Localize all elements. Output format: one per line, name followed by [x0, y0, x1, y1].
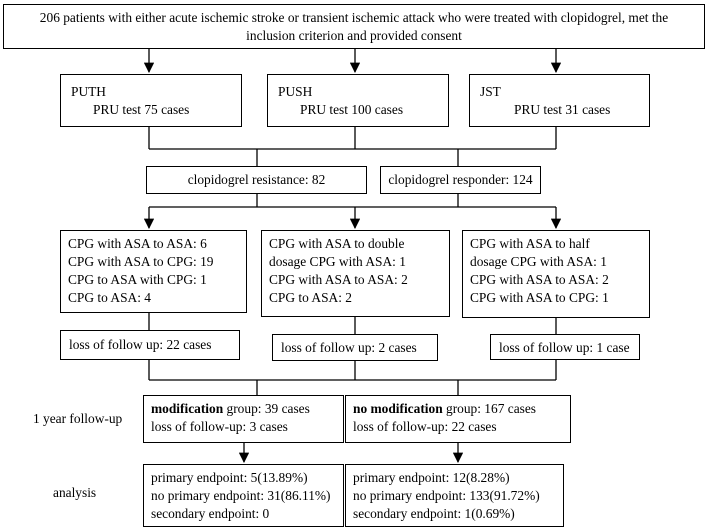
modification-analysis-box — [143, 464, 344, 527]
treatment-box-3 — [462, 230, 650, 318]
loss-box-1 — [60, 330, 240, 360]
modification-group-box — [143, 395, 344, 443]
treatment-box-1 — [60, 230, 247, 313]
enrollment-line-1: 206 patients with either acute ischemic stroke or transient ischemic attack who were treated with clopidogrel, met the — [39, 10, 669, 25]
analysis-row-label: analysis — [53, 485, 97, 500]
treatment-line: CPG with ASA to ASA: 6 — [68, 236, 207, 251]
treatment-line: CPG with ASA to half — [470, 236, 590, 251]
loss-box-2 — [272, 334, 438, 361]
site-name: PUSH — [278, 84, 313, 99]
no-modification-group-title — [353, 400, 563, 418]
analysis-line: primary endpoint: 5(13.89%) — [151, 470, 308, 485]
analysis-line: secondary endpoint: 0 — [151, 506, 270, 521]
treatment-line: CPG with ASA to ASA: 2 — [269, 272, 408, 287]
site-test: PRU test 100 cases — [300, 102, 404, 117]
no-modification-bold: no modification — [353, 401, 443, 416]
enrollment-line-2: inclusion criterion and provided consent — [246, 28, 462, 43]
analysis-line: no primary endpoint: 31(86.11%) — [151, 488, 331, 503]
analysis-line: secondary endpoint: 1(0.69%) — [353, 506, 515, 521]
analysis-line: no primary endpoint: 133(91.72%) — [353, 488, 540, 503]
site-name: PUTH — [71, 84, 106, 99]
site-box-push — [267, 74, 449, 127]
site-test: PRU test 75 cases — [93, 102, 190, 117]
loss-label: loss of follow up: 1 case — [499, 340, 630, 355]
loss-label: loss of follow up: 2 cases — [281, 340, 417, 355]
modification-bold: modification — [151, 401, 224, 416]
resistance-box — [146, 166, 367, 194]
no-modification-count: group: 167 cases — [442, 401, 536, 416]
site-test: PRU test 31 cases — [514, 102, 611, 117]
site-box-jst — [469, 74, 650, 127]
no-modification-analysis-box — [345, 464, 564, 527]
treatment-box-2 — [261, 230, 450, 317]
responder-box — [380, 166, 541, 194]
modification-group-title — [151, 400, 336, 418]
treatment-line: dosage CPG with ASA: 1 — [470, 254, 607, 269]
no-modification-loss: loss of follow-up: 22 cases — [353, 419, 497, 434]
treatment-line: CPG with ASA to CPG: 1 — [470, 290, 609, 305]
responder-label: clopidogrel responder: 124 — [388, 172, 533, 187]
treatment-line: CPG with ASA to ASA: 2 — [470, 272, 609, 287]
site-box-puth — [60, 74, 242, 127]
enrollment-box — [3, 4, 705, 49]
treatment-line: CPG to ASA: 4 — [68, 290, 151, 305]
loss-label: loss of follow up: 22 cases — [69, 337, 212, 352]
treatment-line: CPG to ASA: 2 — [269, 290, 352, 305]
analysis-line: primary endpoint: 12(8.28%) — [353, 470, 510, 485]
modification-loss: loss of follow-up: 3 cases — [151, 419, 288, 434]
treatment-line: CPG with ASA to CPG: 19 — [68, 254, 214, 269]
followup-row-label: 1 year follow-up — [33, 411, 123, 426]
resistance-label: clopidogrel resistance: 82 — [187, 172, 326, 187]
treatment-line: CPG to ASA with CPG: 1 — [68, 272, 207, 287]
site-name: JST — [480, 84, 501, 99]
loss-box-3 — [490, 334, 640, 360]
no-modification-group-box — [345, 395, 571, 443]
treatment-line: dosage CPG with ASA: 1 — [269, 254, 406, 269]
modification-count: group: 39 cases — [223, 401, 310, 416]
treatment-line: CPG with ASA to double — [269, 236, 405, 251]
